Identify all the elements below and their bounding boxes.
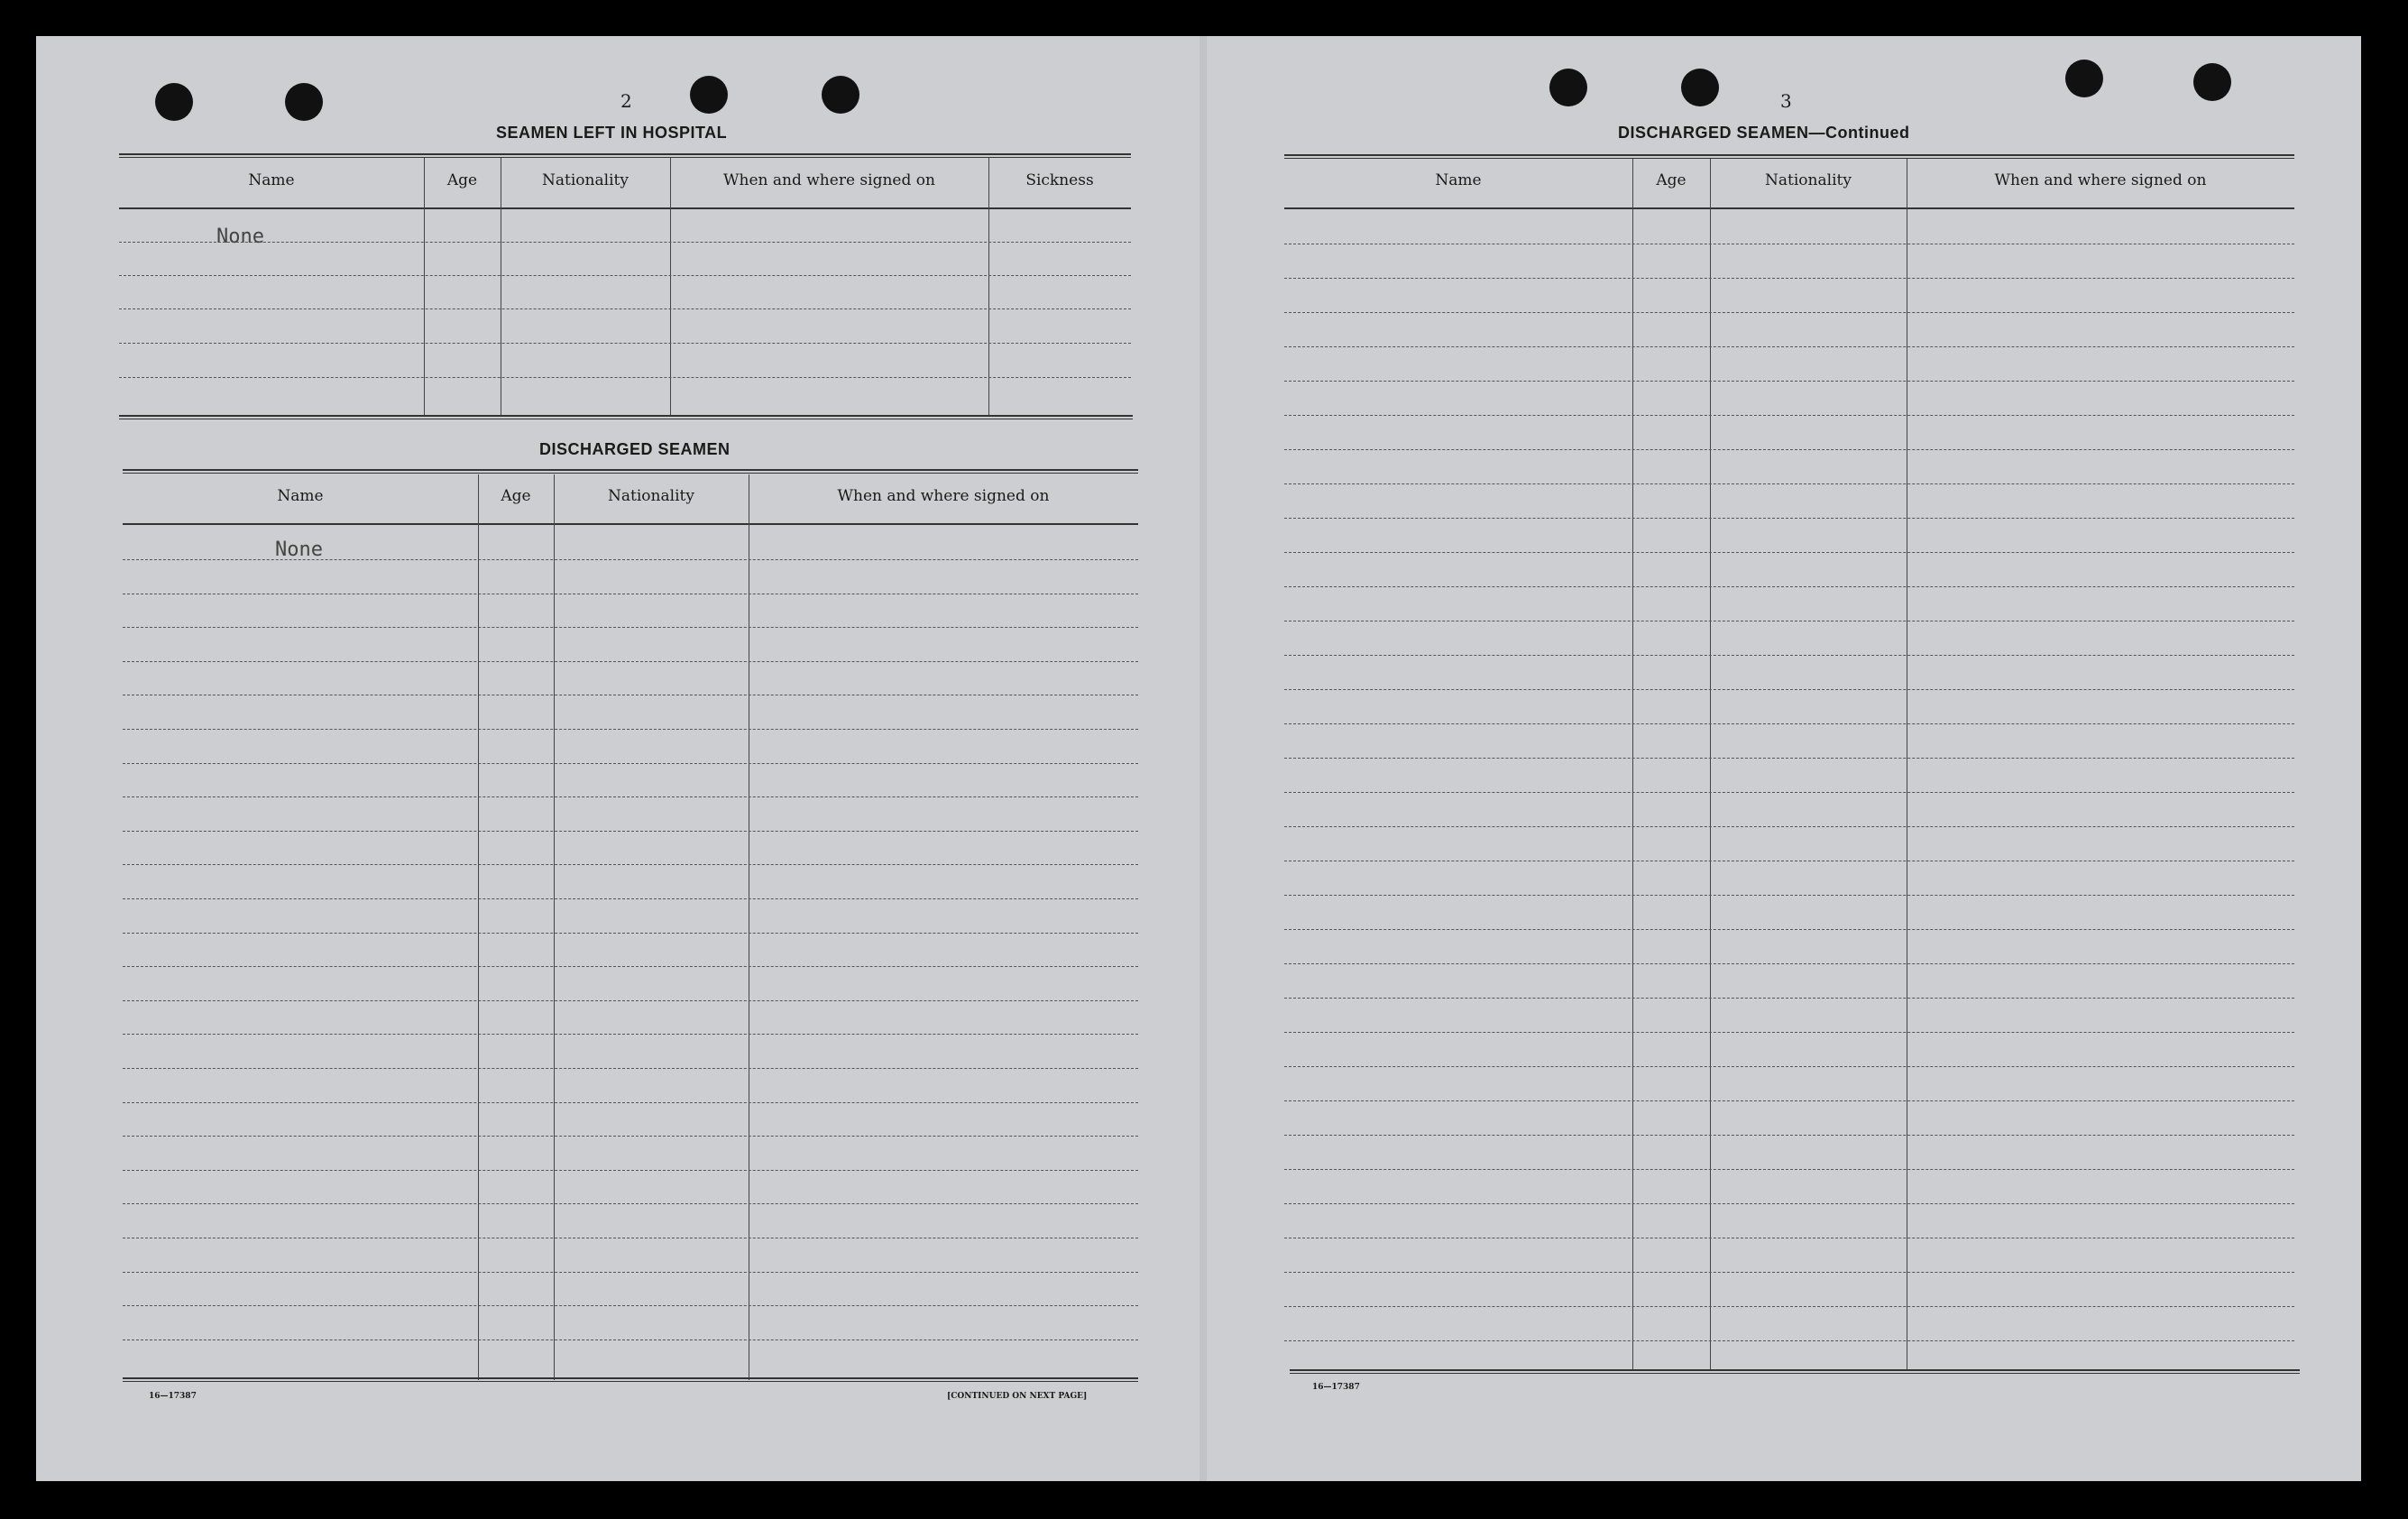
entry-line <box>123 661 1138 662</box>
column-header-age: Age <box>501 487 531 505</box>
punch-hole <box>2193 63 2231 101</box>
page-fold <box>1199 36 1207 1481</box>
punch-hole <box>690 76 728 114</box>
discharged-section-title: DISCHARGED SEAMEN <box>539 440 731 458</box>
entry-line <box>119 275 1131 276</box>
entry-line <box>123 1305 1138 1306</box>
hospital-top-rule <box>119 153 1131 158</box>
discharged-bottom-rule <box>123 1377 1138 1382</box>
punch-hole <box>155 83 193 121</box>
entry-line <box>123 796 1138 797</box>
entry-line <box>123 1068 1138 1069</box>
column-header-signed-on: When and where signed on <box>723 171 935 189</box>
continued-bottom-rule <box>1290 1369 2300 1374</box>
entry-line <box>1284 689 2294 690</box>
column-header-nationality: Nationality <box>1765 171 1852 189</box>
entry-line <box>1284 449 2294 450</box>
continued-top-rule <box>1284 154 2294 159</box>
entry-line <box>1284 1203 2294 1204</box>
page-number: 3 <box>1780 90 1792 112</box>
punch-hole <box>1681 69 1719 106</box>
entry-line <box>1284 1272 2294 1273</box>
entry-line <box>1284 586 2294 587</box>
entry-line <box>123 831 1138 832</box>
entry-line <box>1284 1135 2294 1136</box>
entry-line <box>1284 963 2294 964</box>
column-header-name: Name <box>277 487 324 505</box>
column-header-signed-on: When and where signed on <box>837 487 1050 505</box>
hospital-bottom-rule <box>119 415 1133 419</box>
form-number: 16—17387 <box>149 1392 197 1401</box>
entry-line <box>123 559 1138 560</box>
hospital-entry-none: None <box>216 226 264 248</box>
continued-note: [CONTINUED ON NEXT PAGE] <box>947 1392 1088 1401</box>
entry-line <box>1284 998 2294 999</box>
page-number: 2 <box>620 90 632 112</box>
form-number: 16—17387 <box>1312 1383 1360 1392</box>
column-divider <box>554 474 555 1380</box>
entry-line <box>123 627 1138 628</box>
discharged-entry-none: None <box>275 539 323 561</box>
entry-line <box>1284 483 2294 484</box>
entry-line <box>119 242 1131 243</box>
entry-line <box>1284 1100 2294 1101</box>
discharged-top-rule <box>123 469 1138 474</box>
entry-line <box>123 1203 1138 1204</box>
continued-header-rule <box>1284 207 2294 209</box>
entry-line <box>123 1339 1138 1340</box>
entry-line <box>1284 346 2294 347</box>
title-main: DISCHARGED SEAMEN <box>1618 124 1809 142</box>
document-sheet <box>36 36 2361 1481</box>
entry-line <box>1284 312 2294 313</box>
entry-line <box>123 1034 1138 1035</box>
column-header-signed-on: When and where signed on <box>1994 171 2207 189</box>
punch-hole <box>1549 69 1587 106</box>
entry-line <box>1284 518 2294 519</box>
entry-line <box>123 1136 1138 1137</box>
column-divider <box>478 474 479 1380</box>
entry-line <box>1284 1306 2294 1307</box>
title-continued: —Continued <box>1808 124 1910 142</box>
column-header-age: Age <box>446 171 478 189</box>
entry-line <box>1284 1032 2294 1033</box>
hospital-header-rule <box>119 207 1131 209</box>
punch-hole <box>285 83 323 121</box>
column-header-nationality: Nationality <box>608 487 694 505</box>
entry-line <box>1284 381 2294 382</box>
entry-line <box>123 933 1138 934</box>
entry-line <box>1284 1169 2294 1170</box>
entry-line <box>1284 723 2294 724</box>
entry-line <box>123 763 1138 764</box>
entry-line <box>1284 655 2294 656</box>
entry-line <box>123 1170 1138 1171</box>
column-divider <box>1632 159 1633 1371</box>
entry-line <box>119 377 1131 378</box>
entry-line <box>1284 1066 2294 1067</box>
column-header-age: Age <box>1656 171 1687 189</box>
entry-line <box>123 1102 1138 1103</box>
entry-line <box>1284 792 2294 793</box>
entry-line <box>123 729 1138 730</box>
entry-line <box>1284 415 2294 416</box>
entry-line <box>1284 929 2294 930</box>
entry-line <box>123 898 1138 899</box>
entry-line <box>1284 552 2294 553</box>
entry-line <box>119 343 1131 344</box>
column-divider <box>1710 159 1711 1371</box>
entry-line <box>119 308 1131 309</box>
entry-line <box>123 966 1138 967</box>
entry-line <box>123 1000 1138 1001</box>
entry-line <box>123 1272 1138 1273</box>
column-header-nationality: Nationality <box>542 171 629 189</box>
column-header-name: Name <box>248 171 295 189</box>
discharged-continued-title <box>1618 124 1910 143</box>
column-header-name: Name <box>1435 171 1482 189</box>
punch-hole <box>822 76 859 114</box>
discharged-header-rule <box>123 523 1138 525</box>
punch-hole <box>2065 60 2103 97</box>
entry-line <box>1284 758 2294 759</box>
column-header-sickness: Sickness <box>1025 171 1094 189</box>
entry-line <box>1284 895 2294 896</box>
entry-line <box>123 864 1138 865</box>
entry-line <box>1284 826 2294 827</box>
entry-line <box>1284 278 2294 279</box>
hospital-section-title: SEAMEN LEFT IN HOSPITAL <box>496 124 728 142</box>
entry-line <box>1284 1340 2294 1341</box>
